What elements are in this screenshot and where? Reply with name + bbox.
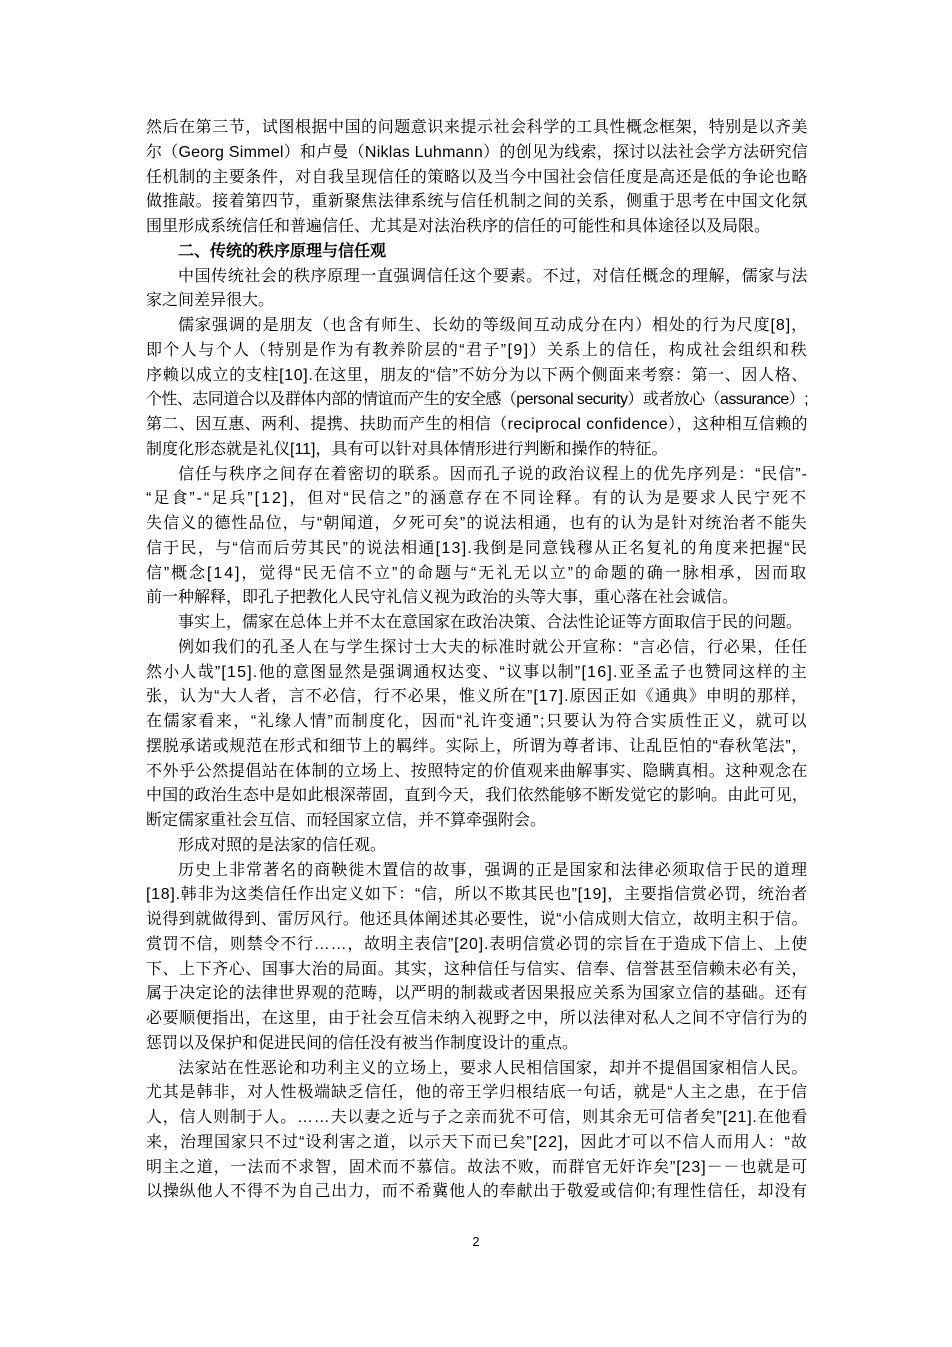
line-text: 尤其是韩非，对人性极端缺乏信任，他的帝王学归根结底一句话，就是“人主之患，在于信 <box>146 1084 808 1102</box>
text-line <box>146 636 808 661</box>
paragraph <box>146 463 808 612</box>
text-line <box>146 933 808 958</box>
line-text: 信于民，与“信而后劳其民”的说法相通[13].我倒是同意钱穆从正名复礼的角度来把握“民 <box>146 539 808 557</box>
line-text: 中国的政治生态中是如此根深蒂固，直到今天，我们依然能够不断发觉它的影响。由此可见， <box>146 787 808 805</box>
line-text: 人，信人则制于人。……夫以妻之近与子之亲而犹不可信，则其余无可信者矣”[21].在他看 <box>146 1109 808 1126</box>
text-line <box>146 760 808 785</box>
document-body <box>146 116 808 1205</box>
text-line <box>146 166 808 191</box>
text-line <box>146 586 808 611</box>
line-text: 来，治理国家只不过“设利害之道，以示天下而已矣”[22]，因此才可以不信人而用人：“故 <box>146 1133 808 1151</box>
text-line <box>146 661 808 686</box>
text-line <box>146 1131 808 1156</box>
text-line <box>146 908 808 933</box>
text-line <box>146 611 808 636</box>
line-text: 在儒家看来，“礼缘人情”而制度化，因而“礼许变通”;只要认为符合实质性正义，就可以 <box>146 713 808 730</box>
line-text: 形成对照的是法家的信任观。 <box>178 836 387 854</box>
paragraph <box>146 116 808 240</box>
line-text: 然后在第三节，试图根据中国的问题意识来提示社会科学的工具性概念框架，特别是以齐美 <box>146 119 808 136</box>
text-line <box>146 215 808 240</box>
line-text: 儒家强调的是朋友（也含有师生、长幼的等级间互动成分在内）相处的行为尺度[8]， <box>178 317 808 334</box>
section-heading-text: 二、传统的秩序原理与信任观 <box>178 242 387 260</box>
line-text: 做推敲。接着第四节，重新聚焦法律系统与信任机制之间的关系，侧重于思考在中国文化氛 <box>146 193 808 211</box>
text-line <box>146 735 808 760</box>
line-text: 中国传统社会的秩序原理一直强调信任这个要素。不过，对信任概念的理解，儒家与法 <box>178 267 808 285</box>
line-text: 信任与秩序之间存在着密切的联系。因而孔子说的政治议程上的优先序列是：“民信”- <box>178 465 808 483</box>
text-line <box>146 1032 808 1057</box>
line-text: 失信义的德性品位，与“朝闻道，夕死可矣”的说法相通，也有的认为是针对统治者不能失 <box>146 515 808 532</box>
text-line <box>146 190 808 215</box>
text-line <box>146 512 808 537</box>
line-text: 制度化形态就是礼仪[11]，具有可以针对具体情形进行判断和操作的特征。 <box>146 440 668 458</box>
text-line <box>146 364 808 389</box>
text-line <box>146 710 808 735</box>
text-line <box>146 883 808 908</box>
text-line <box>146 339 808 364</box>
text-line <box>146 982 808 1007</box>
line-text: 属于决定论的法律世界观的范畴，以严明的制裁或者因果报应关系为国家立信的基础。还有 <box>146 985 808 1003</box>
text-line <box>146 1007 808 1032</box>
line-text: 张，认为“大人者，言不必信，行不必果，惟义所在”[17].原因正如《通典》申明的那样， <box>146 688 808 706</box>
line-text: 围里形成系统信任和普遍信任、尤其是对法治秩序的信任的可能性和具体途径以及局限。 <box>146 218 771 235</box>
line-text: 第二、因互惠、两利、提携、扶助而产生的相信（reciprocal confidence），这种相互信赖的 <box>146 416 808 433</box>
line-text: 摆脱承诺或规范在形式和细节上的羁绊。实际上，所谓为尊者讳、让乱臣怕的“春秋笔法”， <box>146 737 808 755</box>
page-number: 2 <box>472 1234 480 1249</box>
text-line <box>146 537 808 562</box>
paragraph <box>146 859 808 1057</box>
line-text: “足食”-“足兵”[12]，但对“民信之”的涵意存在不同诠释。有的认为是要求人民宁死不 <box>146 490 808 508</box>
text-line <box>146 463 808 488</box>
line-text: 例如我们的孔圣人在与学生探讨士大夫的标准时就公开宣称：“言必信，行必果，任任 <box>178 638 808 656</box>
line-text: 断定儒家重社会互信、而轻国家立信，并不算牵强附会。 <box>146 812 547 829</box>
text-line <box>146 1057 808 1082</box>
line-text: 个性、志同道合以及群体内部的情谊而产生的安全感（personal security）或者放心（assurance）; <box>146 391 808 409</box>
text-line <box>146 487 808 512</box>
text-line <box>146 958 808 983</box>
line-text: 前一种解释，即孔子把教化人民守礼信义视为政治的头等大事，重心落在社会诚信。 <box>146 589 739 607</box>
text-line <box>146 116 808 141</box>
text-line <box>146 784 808 809</box>
text-line <box>146 265 808 290</box>
text-line <box>146 1081 808 1106</box>
line-text: 信”概念[14]，觉得“民无信不立”的命题与“无礼无以立”的命题的确一脉相承，因而取 <box>146 564 808 582</box>
line-text: 以操纵他人不得不为自己出力，而不希冀他人的奉献出于敬爱或信仰;有理性信任，却没有 <box>146 1183 808 1201</box>
line-text: 即个人与个人（特别是作为有教养阶层的“君子”[9]）关系上的信任，构成社会组织和秩 <box>146 341 808 359</box>
text-line <box>146 1106 808 1131</box>
paragraph <box>146 834 808 859</box>
text-line <box>146 314 808 339</box>
line-text: 说得到就做得到、雷厉风行。他还具体阐述其必要性，说“小信成则大信立，故明主积于信。 <box>146 911 808 928</box>
line-text: 明主之道，一法而不求智，固术而不慕信。故法不败，而群官无奸诈矣”[23]－－也就是可 <box>146 1158 808 1176</box>
paragraph <box>146 265 808 315</box>
text-line <box>146 1180 808 1205</box>
line-text: 然小人哉”[15].他的意图显然是强调通权达变、“议事以制”[16].亚圣孟子也赞同这样的主 <box>146 663 808 681</box>
line-text: 序赖以成立的支柱[10].在这里，朋友的“信”不妨分为以下两个侧面来考察：第一、因人格、 <box>146 366 808 384</box>
line-text: 惩罚以及保护和促进民间的信任没有被当作制度设计的重点。 <box>146 1034 579 1052</box>
line-text: 事实上，儒家在总体上并不太在意国家在政治决策、合法性论证等方面取信于民的问题。 <box>178 614 803 631</box>
text-line <box>146 834 808 859</box>
text-line <box>146 859 808 884</box>
paragraph <box>146 1057 808 1206</box>
line-text: 家之间差异很大。 <box>146 292 275 310</box>
line-text: 赏罚不信，则禁令不行……，故明主表信”[20].表明信赏必罚的宗旨在于造成下信上、上使 <box>146 935 808 953</box>
text-line <box>146 141 808 166</box>
line-text: 下、上下齐心、国事大治的局面。其实，这种信任与信实、信奉、信誉甚至信赖未必有关， <box>146 960 808 978</box>
line-text: 法家站在性恶论和功利主义的立场上，要求人民相信国家，却并不提倡国家相信人民。 <box>178 1059 808 1077</box>
text-line <box>146 438 808 463</box>
line-text: [18].韩非为这类信任作出定义如下：“信，所以不欺其民也”[19]，主要指信赏必罚，统治者 <box>146 886 808 904</box>
text-line <box>146 685 808 710</box>
text-line <box>146 289 808 314</box>
text-line <box>146 413 808 438</box>
paragraph <box>146 314 808 463</box>
text-line <box>146 809 808 834</box>
section-heading <box>146 240 808 265</box>
paragraph <box>146 611 808 636</box>
paragraph <box>146 636 808 834</box>
line-text: 尔（Georg Simmel）和卢曼（Niklas Luhmann）的创见为线索，探讨以法社会学方法研究信 <box>146 143 808 161</box>
text-line <box>146 1156 808 1181</box>
line-text: 必要顺便指出，在这里，由于社会互信未纳入视野之中，所以法律对私人之间不守信行为的 <box>146 1010 808 1027</box>
line-text: 任机制的主要条件，对自我呈现信任的策略以及当今中国社会信任度是高还是低的争论也略 <box>146 168 808 186</box>
text-line <box>146 562 808 587</box>
line-text: 历史上非常著名的商鞅徙木置信的故事，强调的正是国家和法律必须取信于民的道理 <box>178 861 808 879</box>
line-text: 不外乎公然提倡站在体制的立场上、按照特定的价值观来曲解事实、隐瞒真相。这种观念在 <box>146 762 808 780</box>
text-line <box>146 388 808 413</box>
